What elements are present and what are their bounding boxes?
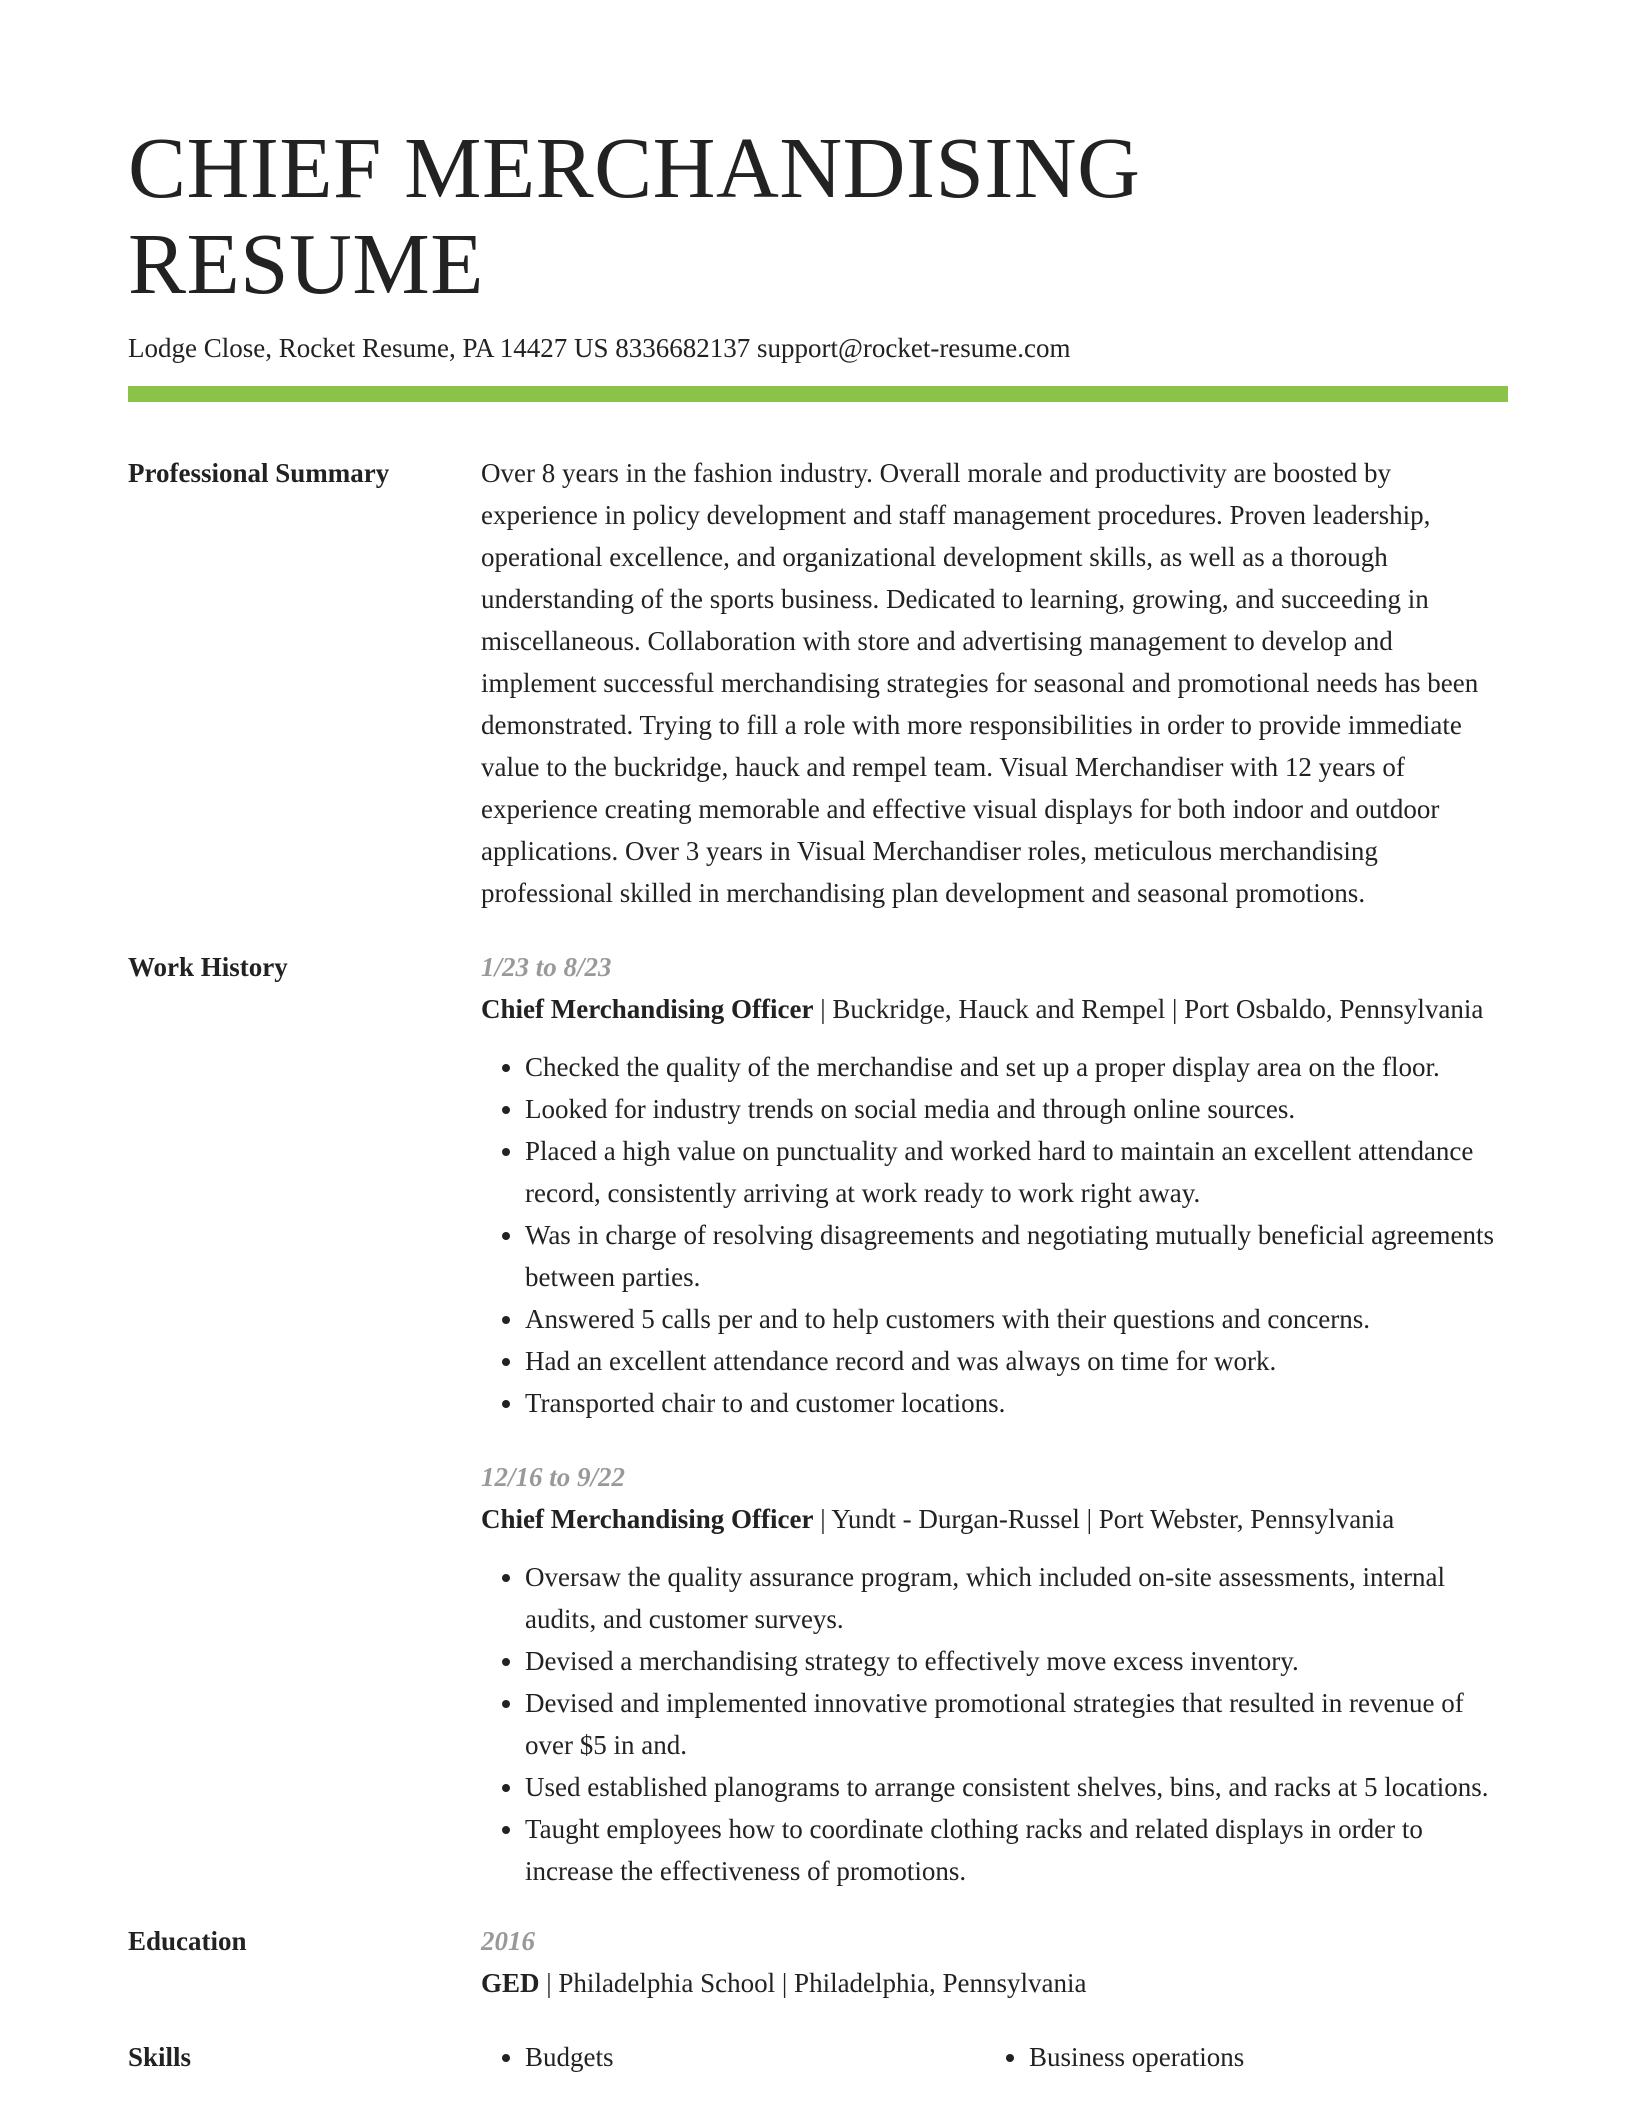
education-section bbox=[128, 1920, 1508, 2004]
list-item: • Devised and implemented innovative promotional strategies that resulted in revenue of over $5 in and. bbox=[525, 1682, 1508, 1766]
job-entry bbox=[481, 946, 1508, 1424]
section-title-education: Education bbox=[128, 1926, 247, 1957]
header-divider bbox=[128, 386, 1508, 402]
skills-column-right bbox=[985, 2036, 1489, 2078]
job-entry bbox=[481, 1456, 1508, 1892]
job-dates: 1/23 to 8/23 bbox=[481, 952, 612, 983]
education-details: | Philadelphia School | Philadelphia, Pennsylvania bbox=[539, 1968, 1087, 1999]
contact-line: Lodge Close, Rocket Resume, PA 14427 US 8336682137 support@rocket-resume.com bbox=[128, 333, 1071, 364]
skills-column-left bbox=[481, 2036, 985, 2078]
education-entry bbox=[481, 1920, 1508, 2004]
job-bullets bbox=[481, 1556, 1508, 1892]
list-item: • Taught employees how to coordinate clothing racks and related displays in order to increase the effectiveness of promotions. bbox=[525, 1808, 1508, 1892]
skills-grid bbox=[481, 2036, 1508, 2078]
list-item: • Oversaw the quality assurance program, which included on-site assessments, internal audits, and customer surveys. bbox=[525, 1556, 1508, 1640]
resume-title: CHIEF MERCHANDISING RESUME bbox=[128, 119, 1141, 312]
skill-item: • Budgets bbox=[525, 2036, 985, 2078]
job-details: | Yundt - Durgan-Russel | Port Webster, Pennsylvania bbox=[813, 1504, 1395, 1535]
professional-summary-section bbox=[128, 452, 1508, 914]
list-item: • Answered 5 calls per and to help customers with their questions and concerns. bbox=[525, 1298, 1508, 1340]
job-details: | Buckridge, Hauck and Rempel | Port Osbaldo, Pennsylvania bbox=[813, 994, 1484, 1025]
summary-text: Over 8 years in the fashion industry. Overall morale and productivity are boosted by experience in policy development and staff management procedures. Proven leadership, operational excellence, and organizational development skills, as well as a thorough understanding of the sports business. Dedicated to learning, growing, and succeeding in miscellaneous. Collaboration with store and advertising management to develop and implement successful merchandising strategies for seasonal and promotional needs has been demonstrated. Trying to fill a role with more responsibilities in order to provide immediate value to the buckridge, hauck and rempel team. Visual Merchandiser with 12 years of experience creating memorable and effective visual displays for both indoor and outdoor applications. Over 3 years in Visual Merchandiser roles, meticulous merchandising professional skilled in merchandising plan development and seasonal promotions. bbox=[481, 458, 1479, 909]
education-year: 2016 bbox=[481, 1926, 535, 1957]
section-title-summary: Professional Summary bbox=[128, 458, 390, 489]
list-item: • Had an excellent attendance record and was always on time for work. bbox=[525, 1340, 1508, 1382]
work-history-section bbox=[128, 946, 1508, 1892]
list-item: • Placed a high value on punctuality and worked hard to maintain an excellent attendance record, consistently arriving at work ready to work right away. bbox=[525, 1130, 1508, 1214]
resume-page bbox=[128, 120, 1508, 2078]
list-item: • Looked for industry trends on social media and through online sources. bbox=[525, 1088, 1508, 1130]
job-bullets bbox=[481, 1046, 1508, 1424]
list-item: • Was in charge of resolving disagreements and negotiating mutually beneficial agreements between parties. bbox=[525, 1214, 1508, 1298]
list-item: • Used established planograms to arrange consistent shelves, bins, and racks at 5 locations. bbox=[525, 1766, 1508, 1808]
education-degree: GED bbox=[481, 1968, 540, 1999]
job-heading bbox=[481, 988, 1508, 1030]
job-title: Chief Merchandising Officer bbox=[481, 994, 814, 1025]
work-history-list bbox=[481, 946, 1508, 1892]
skill-item: • Business operations bbox=[1029, 2036, 1489, 2078]
education-heading bbox=[481, 1962, 1508, 2004]
section-title-skills: Skills bbox=[128, 2042, 192, 2073]
job-title: Chief Merchandising Officer bbox=[481, 1504, 814, 1535]
list-item: • Devised a merchandising strategy to effectively move excess inventory. bbox=[525, 1640, 1508, 1682]
section-title-work: Work History bbox=[128, 952, 288, 983]
skills-section bbox=[128, 2036, 1508, 2078]
job-heading bbox=[481, 1498, 1508, 1540]
list-item: • Checked the quality of the merchandise and set up a proper display area on the floor. bbox=[525, 1046, 1508, 1088]
list-item: • Transported chair to and customer locations. bbox=[525, 1382, 1508, 1424]
job-dates: 12/16 to 9/22 bbox=[481, 1462, 626, 1493]
